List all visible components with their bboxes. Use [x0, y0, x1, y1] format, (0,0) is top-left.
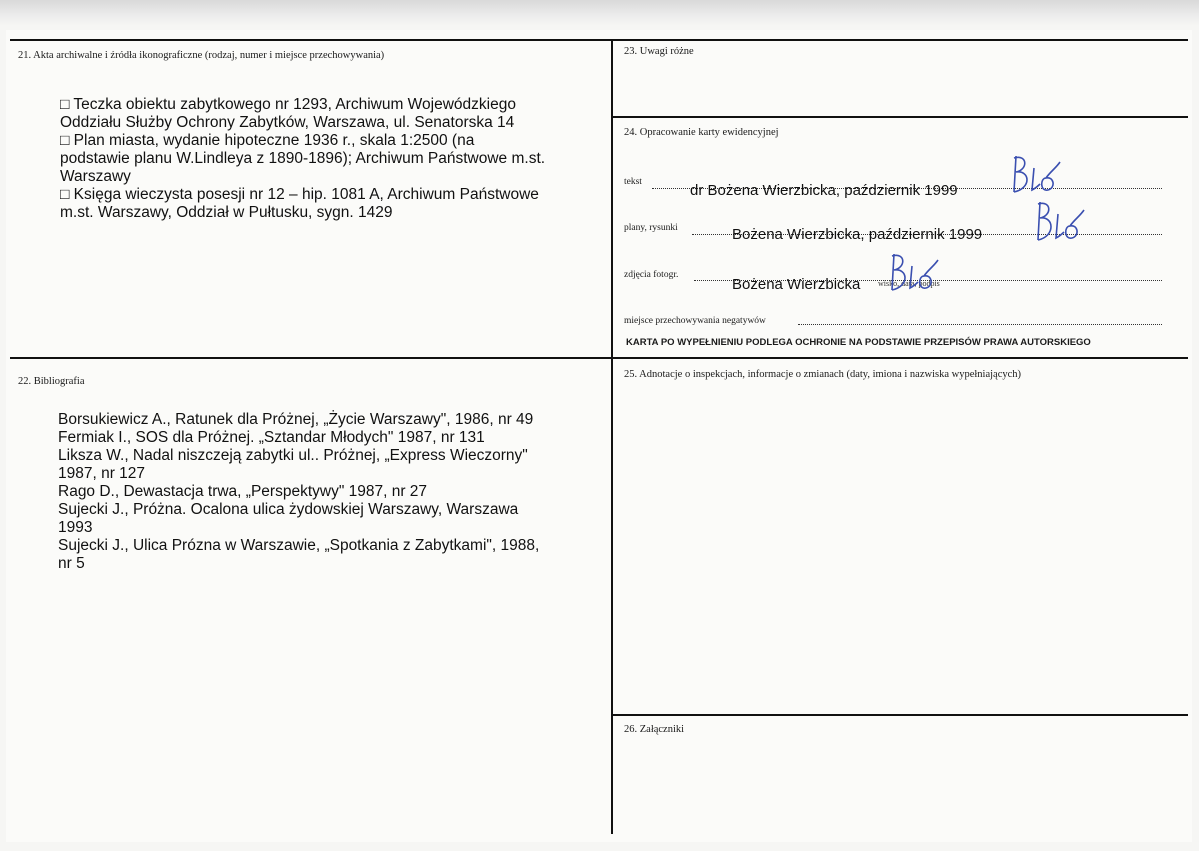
- divider-21-22: [10, 357, 1188, 359]
- divider-23-24: [613, 116, 1188, 118]
- section-23-label: 23. Uwagi różne: [624, 46, 694, 57]
- archival-line: m.st. Warszawy, Oddział w Pułtusku, sygn. 1429: [60, 204, 393, 221]
- bibliography-line: Borsukiewicz A., Ratunek dla Próżnej, „Życie Warszawy", 1986, nr 49: [58, 411, 534, 428]
- section-25-label: 25. Adnotacje o inspekcjach, informacje o zmianach (daty, imiona i nazwiska wypełniających): [624, 369, 1022, 380]
- divider-25-26: [613, 714, 1188, 716]
- section-22-label: 22. Bibliografia: [18, 376, 85, 387]
- tekst-label: tekst: [624, 177, 642, 187]
- section-24-label: 24. Opracowanie karty ewidencyjnej: [624, 127, 779, 138]
- bibliography-line: Sujecki J., Próżna. Ocalona ulica żydowskiej Warszawy, Warszawa: [58, 501, 519, 518]
- section-22-bibliography-list: [58, 411, 603, 573]
- bibliography-line: Sujecki J., Ulica Prózna w Warszawie, „Spotkania z Zabytkami", 1988,: [58, 537, 540, 554]
- handwritten-signature: [1006, 148, 1066, 198]
- archival-line: Warszawy: [60, 168, 131, 185]
- evidence-card-sheet: [6, 30, 1192, 842]
- archival-line: □ Teczka obiektu zabytkowego nr 1293, Archiwum Wojewódzkiego: [60, 96, 516, 113]
- zdjecia-value: Bożena Wierzbicka: [732, 276, 861, 293]
- top-border: [10, 39, 1188, 41]
- bibliography-line: Fermiak I., SOS dla Próżnej. „Sztandar Młodych" 1987, nr 131: [58, 429, 485, 446]
- plany-value: Bożena Wierzbicka, październik 1999: [732, 226, 983, 243]
- section-21-label: 21. Akta archiwalne i źródła ikonograficzne (rodzaj, numer i miejsce przechowywania): [18, 50, 385, 61]
- bibliography-line: 1987, nr 127: [58, 465, 146, 482]
- negatywy-dotted-line: [798, 324, 1162, 325]
- zdjecia-hint: wisko, data, podpis: [878, 279, 940, 288]
- archival-line: Oddziału Służby Ochrony Zabytków, Warszawa, ul. Senatorska 14: [60, 114, 515, 131]
- plany-label: plany, rysunki: [624, 223, 678, 233]
- scan-top-edge: [0, 0, 1199, 26]
- section-21-archival-list: [60, 96, 600, 222]
- bibliography-line: Liksza W., Nadal niszczeją zabytki ul.. Próżnej, „Express Wieczorny": [58, 447, 528, 464]
- copyright-warning: KARTA PO WYPEŁNIENIU PODLEGA OCHRONIE NA PODSTAWIE PRZEPISÓW PRAWA AUTORSKIEGO: [626, 337, 1091, 348]
- bibliography-line: nr 5: [58, 555, 85, 572]
- section-26-label: 26. Załączniki: [624, 724, 685, 735]
- archival-line: □ Księga wieczysta posesji nr 12 – hip. 1081 A, Archiwum Państwowe: [60, 186, 539, 203]
- tekst-value: dr Bożena Wierzbicka, październik 1999: [690, 182, 958, 199]
- bibliography-line: Rago D., Dewastacja trwa, „Perspektywy" 1987, nr 27: [58, 483, 428, 500]
- archival-line: podstawie planu W.Lindleya z 1890-1896); Archiwum Państwowe m.st.: [60, 150, 546, 167]
- bibliography-line: 1993: [58, 519, 93, 536]
- handwritten-signature: [884, 246, 942, 296]
- handwritten-signature: [1030, 194, 1090, 246]
- archival-line: □ Plan miasta, wydanie hipoteczne 1936 r., skala 1:2500 (na: [60, 132, 475, 149]
- zdjecia-label: zdjęcia fotogr.: [624, 270, 679, 280]
- negatywy-label: miejsce przechowywania negatywów: [624, 316, 766, 326]
